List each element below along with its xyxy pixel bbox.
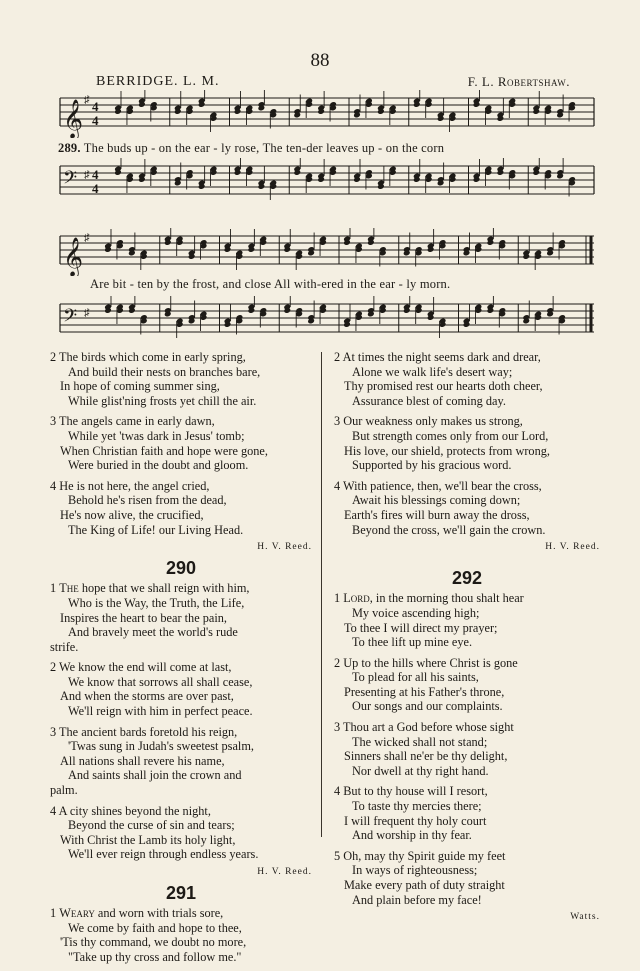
stanza-line (334, 735, 600, 750)
attribution-291: H. V. Reed. (545, 542, 600, 553)
stanza (50, 906, 312, 964)
column-divider (321, 352, 322, 837)
stanza-number: 1 (334, 591, 341, 606)
stanza-line-text: Beyond the curse of sin and tears; (68, 818, 235, 833)
stanza-line-text: While yet 'twas dark in Jesus' tomb; (68, 428, 245, 443)
stanza-line-text: strife. (50, 639, 79, 654)
hymn-number-290: 290 (165, 557, 197, 578)
stanza-line (50, 689, 312, 704)
stanza-line (50, 508, 312, 523)
stanza-line-text: His love, our shield, protects from wrong, (344, 443, 550, 458)
stanza-line (334, 394, 600, 409)
stanza-line (50, 921, 312, 936)
hymn-number-289: 289. (58, 141, 81, 155)
stanza (334, 479, 600, 537)
stanza-line-text: To taste thy mercies there; (352, 799, 482, 814)
stanza-line-text: Behold he's risen from the dead, (68, 493, 227, 508)
stanza-line (50, 493, 312, 508)
stanza-line (334, 849, 600, 864)
stanza-line-text: The angels came in early dawn, (59, 414, 215, 429)
stanza-line-text: To thee lift up mine eye. (352, 635, 473, 650)
stanza-line (334, 350, 600, 365)
stanza-line-text: And plain before my face! (352, 892, 482, 907)
stanza-line-text: In ways of righteousness; (352, 863, 478, 878)
stanza-line-text: When Christian faith and hope were gone, (60, 443, 268, 458)
stanza-line-text: Beyond the cross, we'll gain the crown. (352, 522, 546, 537)
stanza-line (50, 429, 312, 444)
stanza-line (50, 523, 312, 538)
stanza-line-text: Earth's fires will burn away the dross, (344, 507, 530, 522)
stanza (334, 414, 600, 472)
stanza-line (334, 828, 600, 843)
stanza-line (334, 444, 600, 459)
stanza-line (50, 704, 312, 719)
stanza-line (50, 804, 312, 819)
sharp-icon: ♯ (84, 169, 90, 181)
stanza-line (334, 414, 600, 429)
stanza-line (334, 365, 600, 380)
stanza-line-text: He is not here, the angel cried, (59, 478, 210, 493)
stanza-line-text: The ancient bards foretold his reign, (59, 724, 238, 739)
stanza-line (334, 814, 600, 829)
stanza (50, 725, 312, 798)
stanza-line-text: The King of Life! our Living Head. (68, 522, 244, 537)
stanza-line (50, 847, 312, 862)
stanza-line-text: My voice ascending high; (352, 605, 480, 620)
stanza-line-text: Thy promised rest our hearts doth cheer, (344, 379, 543, 394)
treble-clef-icon: 𝄞 (63, 237, 84, 276)
hymn-291-stanzas-2 (334, 350, 600, 537)
stanza-line-text: Thou art a God before whose sight (343, 720, 514, 735)
stanza-line (334, 799, 600, 814)
stanza-number: 4 (334, 784, 341, 799)
stanza-line (50, 739, 312, 754)
stanza-line-text: "Take up thy cross and follow me." (68, 949, 242, 964)
stanza-line (334, 635, 600, 650)
stanza-line-text: But strength comes only from our Lord, (352, 428, 549, 443)
stanza-line (334, 893, 600, 908)
stanza-number: 2 (50, 350, 57, 364)
stanza-line-text: Alone we walk life's desert way; (352, 364, 513, 379)
time-signature-top: 4 (92, 99, 99, 114)
stanza-line-text: Presenting at his Father's throne, (344, 684, 505, 699)
stanza-line (334, 656, 600, 671)
stanza-line-text: Were buried in the doubt and gloom. (68, 458, 249, 473)
stanza (50, 581, 312, 654)
stanza-number: 1 (50, 581, 57, 596)
stanza-line (50, 818, 312, 833)
attribution-292: Watts. (570, 912, 600, 923)
lyric-text-2: Are bit - ten by the frost, and close All with-ered in the ear - ly morn. (90, 277, 451, 291)
stanza-line-text: Who is the Way, the Truth, the Life, (68, 595, 245, 610)
stanza-first-word: Lord, (343, 591, 373, 606)
stanza-line (50, 833, 312, 848)
lyric-text-1: The buds up - on the ear - ly rose, The ten-der leaves up - on the corn (83, 141, 445, 155)
stanza-line (50, 783, 312, 798)
stanza-line-text: And build their nests on branches bare, (68, 364, 261, 379)
staff-treble-1 (48, 90, 596, 138)
stanza-line-text: We'll ever reign through endless years. (68, 847, 259, 862)
stanza-line (50, 768, 312, 783)
stanza-line-text: We know that sorrows all shall cease, (68, 674, 253, 689)
stanza-line-text: With Christ the Lamb its holy light, (60, 832, 236, 847)
stanza-number: 4 (334, 478, 341, 493)
stanza (334, 350, 600, 408)
stanza-number: 1 (50, 906, 57, 921)
stanza-line (334, 784, 600, 799)
stanza-line (334, 699, 600, 714)
stanza-line (334, 379, 600, 394)
hymn-number-291: 291 (165, 882, 197, 903)
stanza-line (334, 621, 600, 636)
stanza-line (334, 458, 600, 473)
stanza-number: 2 (50, 660, 57, 675)
left-column (50, 350, 312, 971)
music-system-2-bass (48, 296, 596, 344)
stanza-line-text: Nor dwell at thy right hand. (352, 763, 489, 778)
stanza-line-text: Up to the hills where Christ is gone (343, 655, 518, 670)
stanza-line-text: 'Tis thy command, we doubt no more, (60, 935, 247, 950)
stanza-line (334, 479, 600, 494)
stanza (334, 849, 600, 907)
music-system-1-bass (48, 158, 596, 206)
bass-clef-icon: 𝄢 (63, 306, 78, 331)
sharp-icon: ♯ (84, 232, 90, 244)
stanza (50, 414, 312, 472)
stanza-line-text: palm. (50, 783, 78, 798)
stanza-line-text: At times the night seems dark and drear, (342, 350, 541, 364)
stanza-line-text: Our songs and our complaints. (352, 699, 503, 714)
hymn-289-stanzas (50, 350, 312, 537)
stanza-line-text: To thee I will direct my prayer; (344, 620, 498, 635)
stanza-line (334, 429, 600, 444)
stanza-number: 3 (334, 414, 341, 429)
stanza-line (50, 479, 312, 494)
stanza-line (50, 350, 312, 365)
stanza-line-text: And bravely meet the world's rude (68, 625, 238, 640)
stanza (334, 784, 600, 842)
hymn-292-stanzas (334, 591, 600, 907)
stanza-line (50, 906, 312, 921)
staff-treble-2 (48, 228, 596, 276)
time-signature-bottom: 4 (92, 113, 99, 128)
stanza (334, 720, 600, 778)
stanza-line-text: To plead for all his saints, (352, 670, 479, 685)
stanza (334, 656, 600, 714)
stanza (50, 660, 312, 718)
stanza-number: 2 (334, 655, 341, 670)
stanza-number: 3 (50, 724, 57, 739)
stanza-line (334, 749, 600, 764)
stanza (50, 479, 312, 537)
stanza-number: 5 (334, 848, 341, 863)
stanza-line-text: And when the storms are over past, (60, 689, 234, 704)
music-system-2 (48, 228, 596, 276)
stanza-line (50, 414, 312, 429)
stanza-line-text: But to thy house will I resort, (343, 784, 488, 799)
stanza-first-word: The (59, 581, 79, 596)
stanza-number: 4 (50, 803, 57, 818)
stanza-line (334, 764, 600, 779)
stanza-line-text: We'll reign with him in perfect peace. (68, 704, 253, 719)
stanza-line-text: While glist'ning frosts yet chill the air. (68, 393, 257, 408)
stanza-line-text: Our weakness only makes us strong, (343, 414, 523, 429)
stanza-number: 3 (50, 414, 57, 429)
stanza-line (50, 675, 312, 690)
bass-clef-icon: 𝄢 (63, 168, 78, 193)
stanza-line (334, 523, 600, 538)
stanza-line-text: He's now alive, the crucified, (60, 507, 204, 522)
treble-clef-icon: 𝄞 (63, 99, 84, 138)
stanza-line-text: The wicked shall not stand; (352, 734, 488, 749)
stanza-line-text: in the morning thou shalt hear (375, 591, 524, 606)
stanza-line-text: I will frequent thy holy court (344, 813, 487, 828)
music-system-1 (48, 90, 596, 138)
stanza-number: 3 (334, 720, 341, 735)
stanza-line (334, 670, 600, 685)
stanza-line (50, 365, 312, 380)
stanza-line-text: All nations shall revere his name, (60, 753, 225, 768)
stanza-line (334, 493, 600, 508)
stanza-line (334, 878, 600, 893)
stanza-line (334, 606, 600, 621)
stanza-line (50, 394, 312, 409)
stanza-line (50, 754, 312, 769)
stanza-line (50, 379, 312, 394)
sharp-icon: ♯ (84, 307, 90, 319)
stanza-line (334, 863, 600, 878)
stanza-line-text: In hope of coming summer sing, (60, 379, 220, 394)
stanza-line (50, 611, 312, 626)
stanza-number: 4 (50, 478, 57, 493)
stanza-line (334, 685, 600, 700)
stanza-line-text: And saints shall join the crown and (68, 768, 242, 783)
stanza-line-text: Sinners shall ne'er be thy delight, (344, 749, 508, 764)
stanza-line-text: Oh, may thy Spirit guide my feet (343, 848, 506, 863)
stanza-first-word: Weary (59, 906, 95, 921)
stanza-line (334, 720, 600, 735)
lyric-line-1 (58, 141, 588, 156)
stanza-line-text: Assurance blest of coming day. (352, 393, 506, 408)
stanza-line (50, 596, 312, 611)
page-number: 88 (310, 50, 330, 71)
attribution-289: H. V. Reed. (257, 542, 312, 553)
stanza-line-text: We come by faith and hope to thee, (68, 920, 242, 935)
stanza-number: 2 (334, 350, 341, 364)
stanza-line-text: And worship in thy fear. (352, 828, 472, 843)
stanza-line (50, 640, 312, 655)
staff-bass-2 (48, 296, 596, 344)
stanza-line (50, 444, 312, 459)
stanza-line-text: With patience, then, we'll bear the cross, (343, 478, 542, 493)
stanza-line-text: Make every path of duty straight (344, 878, 505, 892)
time-signature-top: 4 (92, 167, 99, 182)
sharp-icon: ♯ (84, 94, 90, 106)
hymn-290-stanzas (50, 581, 312, 862)
stanza-line (50, 581, 312, 596)
tune-name: BERRIDGE. L. M. (96, 74, 220, 89)
stanza-line (50, 458, 312, 473)
stanza (50, 350, 312, 408)
stanza-line-text: Supported by his gracious word. (352, 458, 512, 473)
staff-bass-1 (48, 158, 596, 206)
time-signature-bottom: 4 (92, 181, 99, 196)
attribution-290: H. V. Reed. (257, 867, 312, 877)
stanza (334, 591, 600, 649)
stanza-line-text: A city shines beyond the night, (58, 803, 211, 818)
stanza-line (50, 725, 312, 740)
stanza-line-text: hope that we shall reign with him, (81, 581, 250, 596)
right-column (334, 350, 600, 929)
stanza-line-text: We know the end will come at last, (59, 660, 232, 675)
stanza-line-text: and worn with trials sore, (97, 906, 224, 921)
stanza-line (334, 591, 600, 606)
stanza-line (50, 625, 312, 640)
stanza-line (50, 935, 312, 950)
stanza-line-text: Await his blessings coming down; (352, 493, 521, 508)
stanza-line-text: Inspires the heart to bear the pain, (60, 610, 227, 625)
hymn-number-292: 292 (451, 567, 483, 588)
stanza-line-text: 'Twas sung in Judah's sweetest psalm, (68, 739, 254, 754)
stanza-line (334, 508, 600, 523)
hymn-291-stanzas-1 (50, 906, 312, 964)
stanza (50, 804, 312, 862)
stanza-line (50, 660, 312, 675)
stanza-line (50, 950, 312, 965)
stanza-line-text: The birds which come in early spring, (59, 350, 246, 364)
lyric-line-2 (90, 277, 620, 292)
composer: F. L. Robertshaw. (467, 74, 570, 89)
